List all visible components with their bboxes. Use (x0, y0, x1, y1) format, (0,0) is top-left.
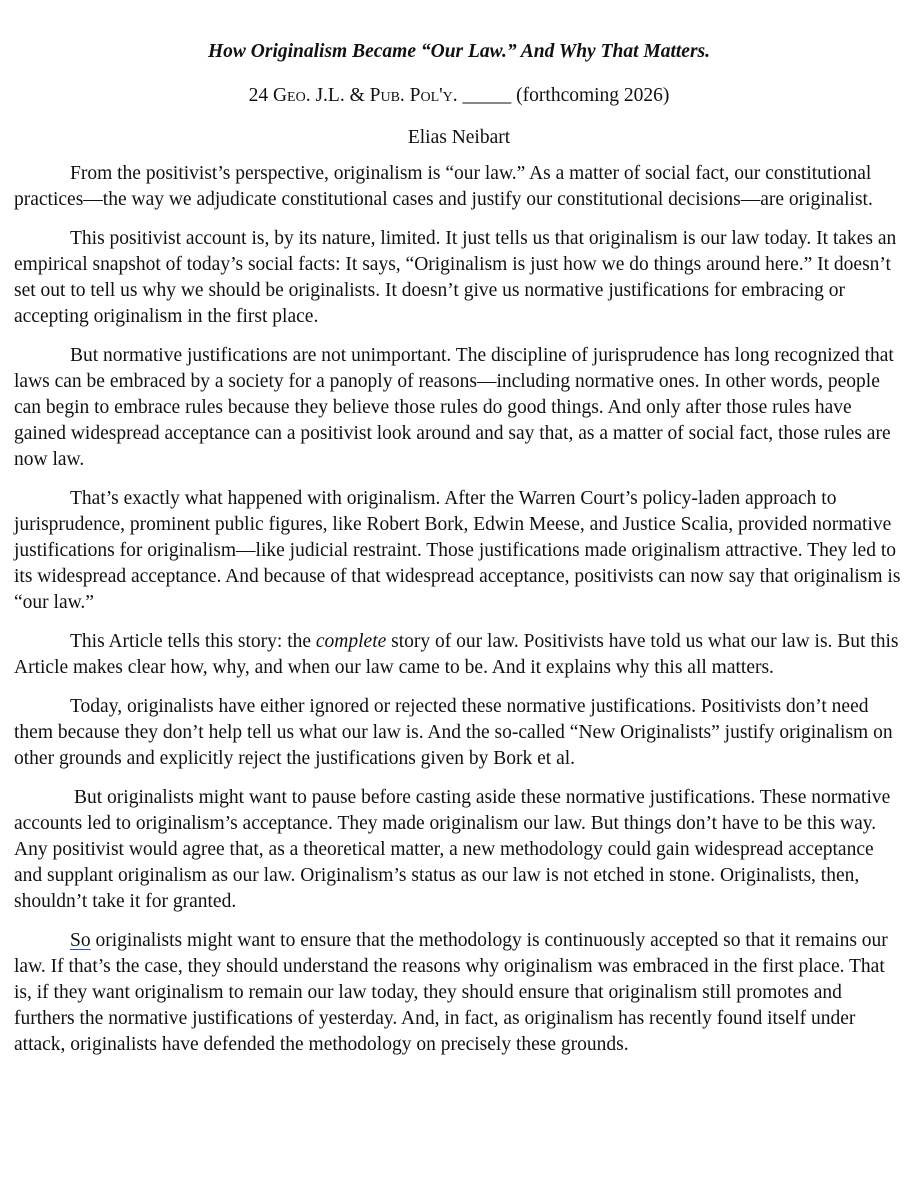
paragraph-8-first-word: So (70, 930, 91, 951)
citation-journal-part: . (399, 85, 410, 106)
body-paragraph-2: This positivist account is, by its nature, limited. It just tells us that originalism is our law today. It takes an empirical snapshot of today’s social facts: It says, “Originalism is just how we do things around here.” It doesn’t set out to tell us why we should be originalists. It doesn’t give us normative justifications for embracing or accepting originalism in the first place. (14, 228, 897, 327)
paragraph-5-lead: This Article tells this story: the (70, 631, 316, 652)
body-paragraph-1: From the positivist’s perspective, originalism is “our law.” As a matter of social fact, our constitutional practices—the way we adjudicate constitutional cases and justify our constitutional decisions—are originalist. (14, 163, 873, 210)
body-paragraph-4: That’s exactly what happened with originalism. After the Warren Court’s policy-laden approach to jurisprudence, prominent public figures, like Robert Bork, Edwin Meese, and Justice Scalia, provided normative justifications for originalism—like judicial restraint. Those justifications made originalism attractive. They led to its widespread acceptance. And because of that widespread acceptance, positivists can now say that originalism is “our law.” (14, 488, 901, 613)
body-paragraph-7: But originalists might want to pause before casting aside these normative justifications. These normative accounts led to originalism’s acceptance. They made originalism our law. But things don’t have to be this way. Any positivist would agree that, as a theoretical matter, a new methodology could gain widespread acceptance and supplant originalism as our law. Originalism’s status as our law is not etched in stone. Originalists, then, shouldn’t take it for granted. (14, 787, 891, 912)
citation-note: (forthcoming 2026) (516, 85, 670, 106)
document-page (14, 38, 904, 1071)
body-paragraph-6: Today, originalists have either ignored or rejected these normative justifications. Positivists don’t need them because they don’t help tell us what our law is. And the so-called “New Originalists” justify originalism on other grounds and explicitly reject the justifications given by Bork et al. (14, 696, 893, 769)
citation-page-blank: _____ (457, 85, 517, 106)
paragraph-5-tail: story of our law. Positivists have told us what our law is. But this Article makes clear how, why, and when our law came to be. And it explains why this all matters. (14, 631, 899, 678)
citation-journal-part: Geo (272, 85, 306, 106)
body-paragraph-5 (14, 629, 904, 681)
article-author: Elias Neibart (407, 127, 511, 148)
article-title: How Originalism Became “Our Law.” And Why That Matters. (207, 41, 710, 62)
citation-volume: 24 (248, 85, 269, 106)
paragraph-5-emphasis: complete (315, 631, 387, 652)
citation-journal-part: . (452, 85, 458, 106)
citation-journal-part: . J.L. & (305, 85, 370, 106)
body-paragraph-3: But normative justifications are not unimportant. The discipline of jurisprudence has long recognized that laws can be embraced by a society for a panoply of reasons—including normative ones. In other words, people can begin to embrace rules because they believe those rules do good things. And only after those rules have gained widespread acceptance can a positivist look around and say that, as a matter of social fact, those rules are now law. (14, 345, 894, 470)
citation-journal-part: Pub (369, 85, 400, 106)
body-paragraph-8 (14, 928, 904, 1058)
citation-journal (273, 85, 458, 106)
citation-journal-part: Pol'y (409, 85, 453, 106)
paragraph-8-rest: originalists might want to ensure that the methodology is continuously accepted so that it remains our law. If that’s the case, they should understand the reasons why originalism was embraced in the first place. That is, if they want originalism to remain our law today, they should ensure that originalism still promotes and furthers the normative justifications of yesterday. And, in fact, as originalism has recently found itself under attack, originalists have defended the methodology on precisely these grounds. (14, 930, 888, 1055)
article-citation (14, 82, 904, 110)
